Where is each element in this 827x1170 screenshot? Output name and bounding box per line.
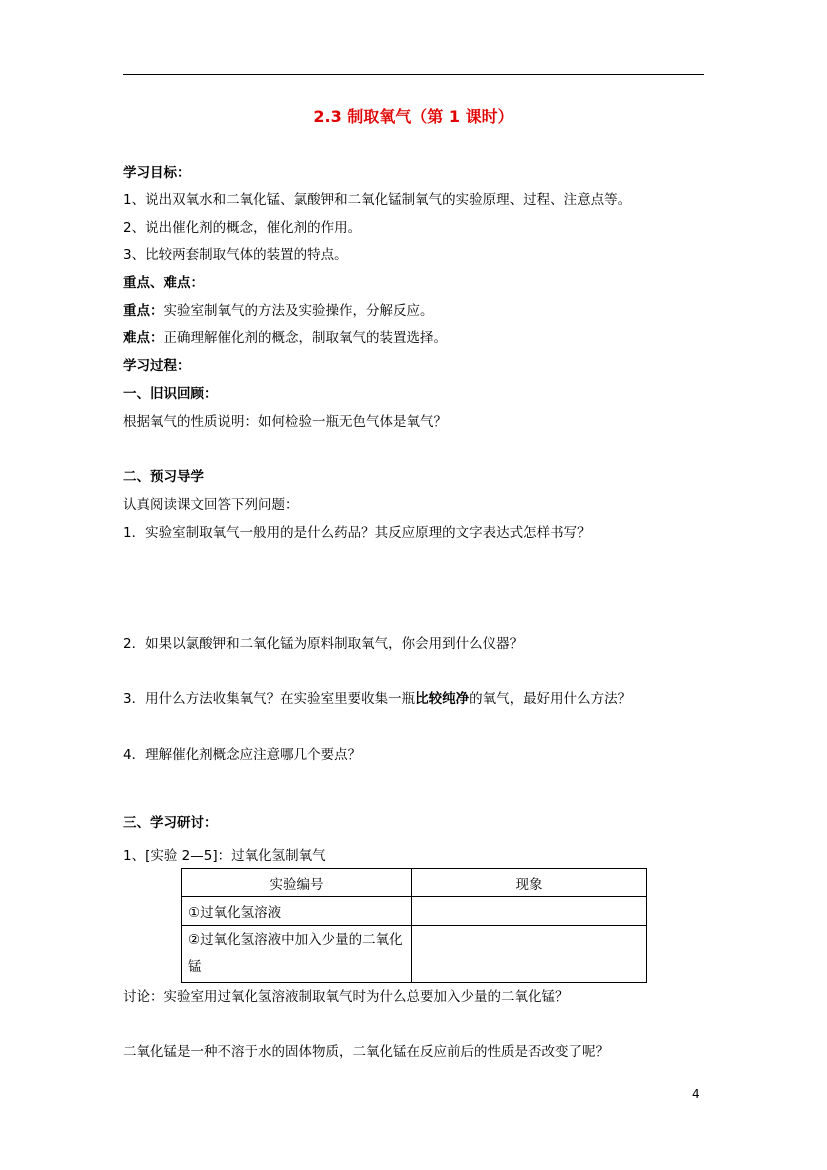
key-point-line [123, 301, 434, 321]
question-3-pre: 3．用什么方法收集氧气？在实验室里要收集一瓶 [123, 691, 416, 707]
keypoints-heading: 重点、难点： [123, 275, 204, 291]
question-3 [123, 689, 631, 709]
key-text: 实验室制氧气的方法及实验操作，分解反应。 [163, 303, 434, 319]
study-heading: 三、学习研讨： [123, 815, 218, 831]
experiment-table [181, 868, 647, 983]
experiment-title: 1、[实验 2—5]：过氧化氢制氧气 [123, 848, 326, 864]
page-title: 2.3 制取氧气（第 1 课时） [313, 107, 514, 126]
question-3-bold: 比较纯净 [415, 691, 470, 707]
table-cell [412, 897, 647, 926]
question-1: 1．实验室制取氧气一般用的是什么药品？其反应原理的文字表达式怎样书写？ [123, 525, 591, 541]
table-header-cell: 现象 [412, 869, 647, 897]
preview-heading: 二、预习导学 [123, 469, 204, 485]
key-label: 重点： [123, 303, 164, 319]
difficult-text: 正确理解催化剂的概念，制取氧气的装置选择。 [163, 330, 447, 346]
table-row [182, 897, 647, 926]
difficult-label: 难点： [123, 330, 164, 346]
table-cell [412, 926, 647, 983]
table-cell: ②过氧化氢溶液中加入少量的二氧化锰 [182, 926, 412, 983]
process-heading: 学习过程： [123, 358, 191, 374]
goal-item: 1、说出双氧水和二氧化锰、氯酸钾和二氧化锰制氧气的实验原理、过程、注意点等。 [123, 192, 632, 208]
table-header-cell: 实验编号 [182, 869, 412, 897]
review-heading: 一、旧识回顾： [123, 386, 218, 402]
preview-intro: 认真阅读课文回答下列问题： [123, 497, 299, 513]
page-number: 4 [692, 1087, 700, 1101]
table-row [182, 926, 647, 983]
question-2: 2．如果以氯酸钾和二氧化锰为原料制取氧气，你会用到什么仪器？ [123, 636, 524, 652]
goal-item: 3、比较两套制取气体的装置的特点。 [123, 247, 348, 263]
header-rule [123, 74, 704, 75]
goal-item: 2、说出催化剂的概念，催化剂的作用。 [123, 220, 362, 236]
review-question: 根据氧气的性质说明：如何检验一瓶无色气体是氧气？ [123, 414, 447, 430]
discussion-question: 讨论：实验室用过氧化氢溶液制取氧气时为什么总要加入少量的二氧化锰？ [123, 989, 569, 1005]
goals-heading: 学习目标： [123, 165, 191, 181]
mno2-question: 二氧化锰是一种不溶于水的固体物质，二氧化锰在反应前后的性质是否改变了呢？ [123, 1044, 609, 1060]
table-cell: ①过氧化氢溶液 [182, 897, 412, 926]
question-3-post: 的氧气，最好用什么方法？ [469, 691, 632, 707]
difficult-point-line [123, 328, 447, 348]
table-header-row [182, 869, 647, 897]
question-4: 4．理解催化剂概念应注意哪几个要点？ [123, 747, 362, 763]
